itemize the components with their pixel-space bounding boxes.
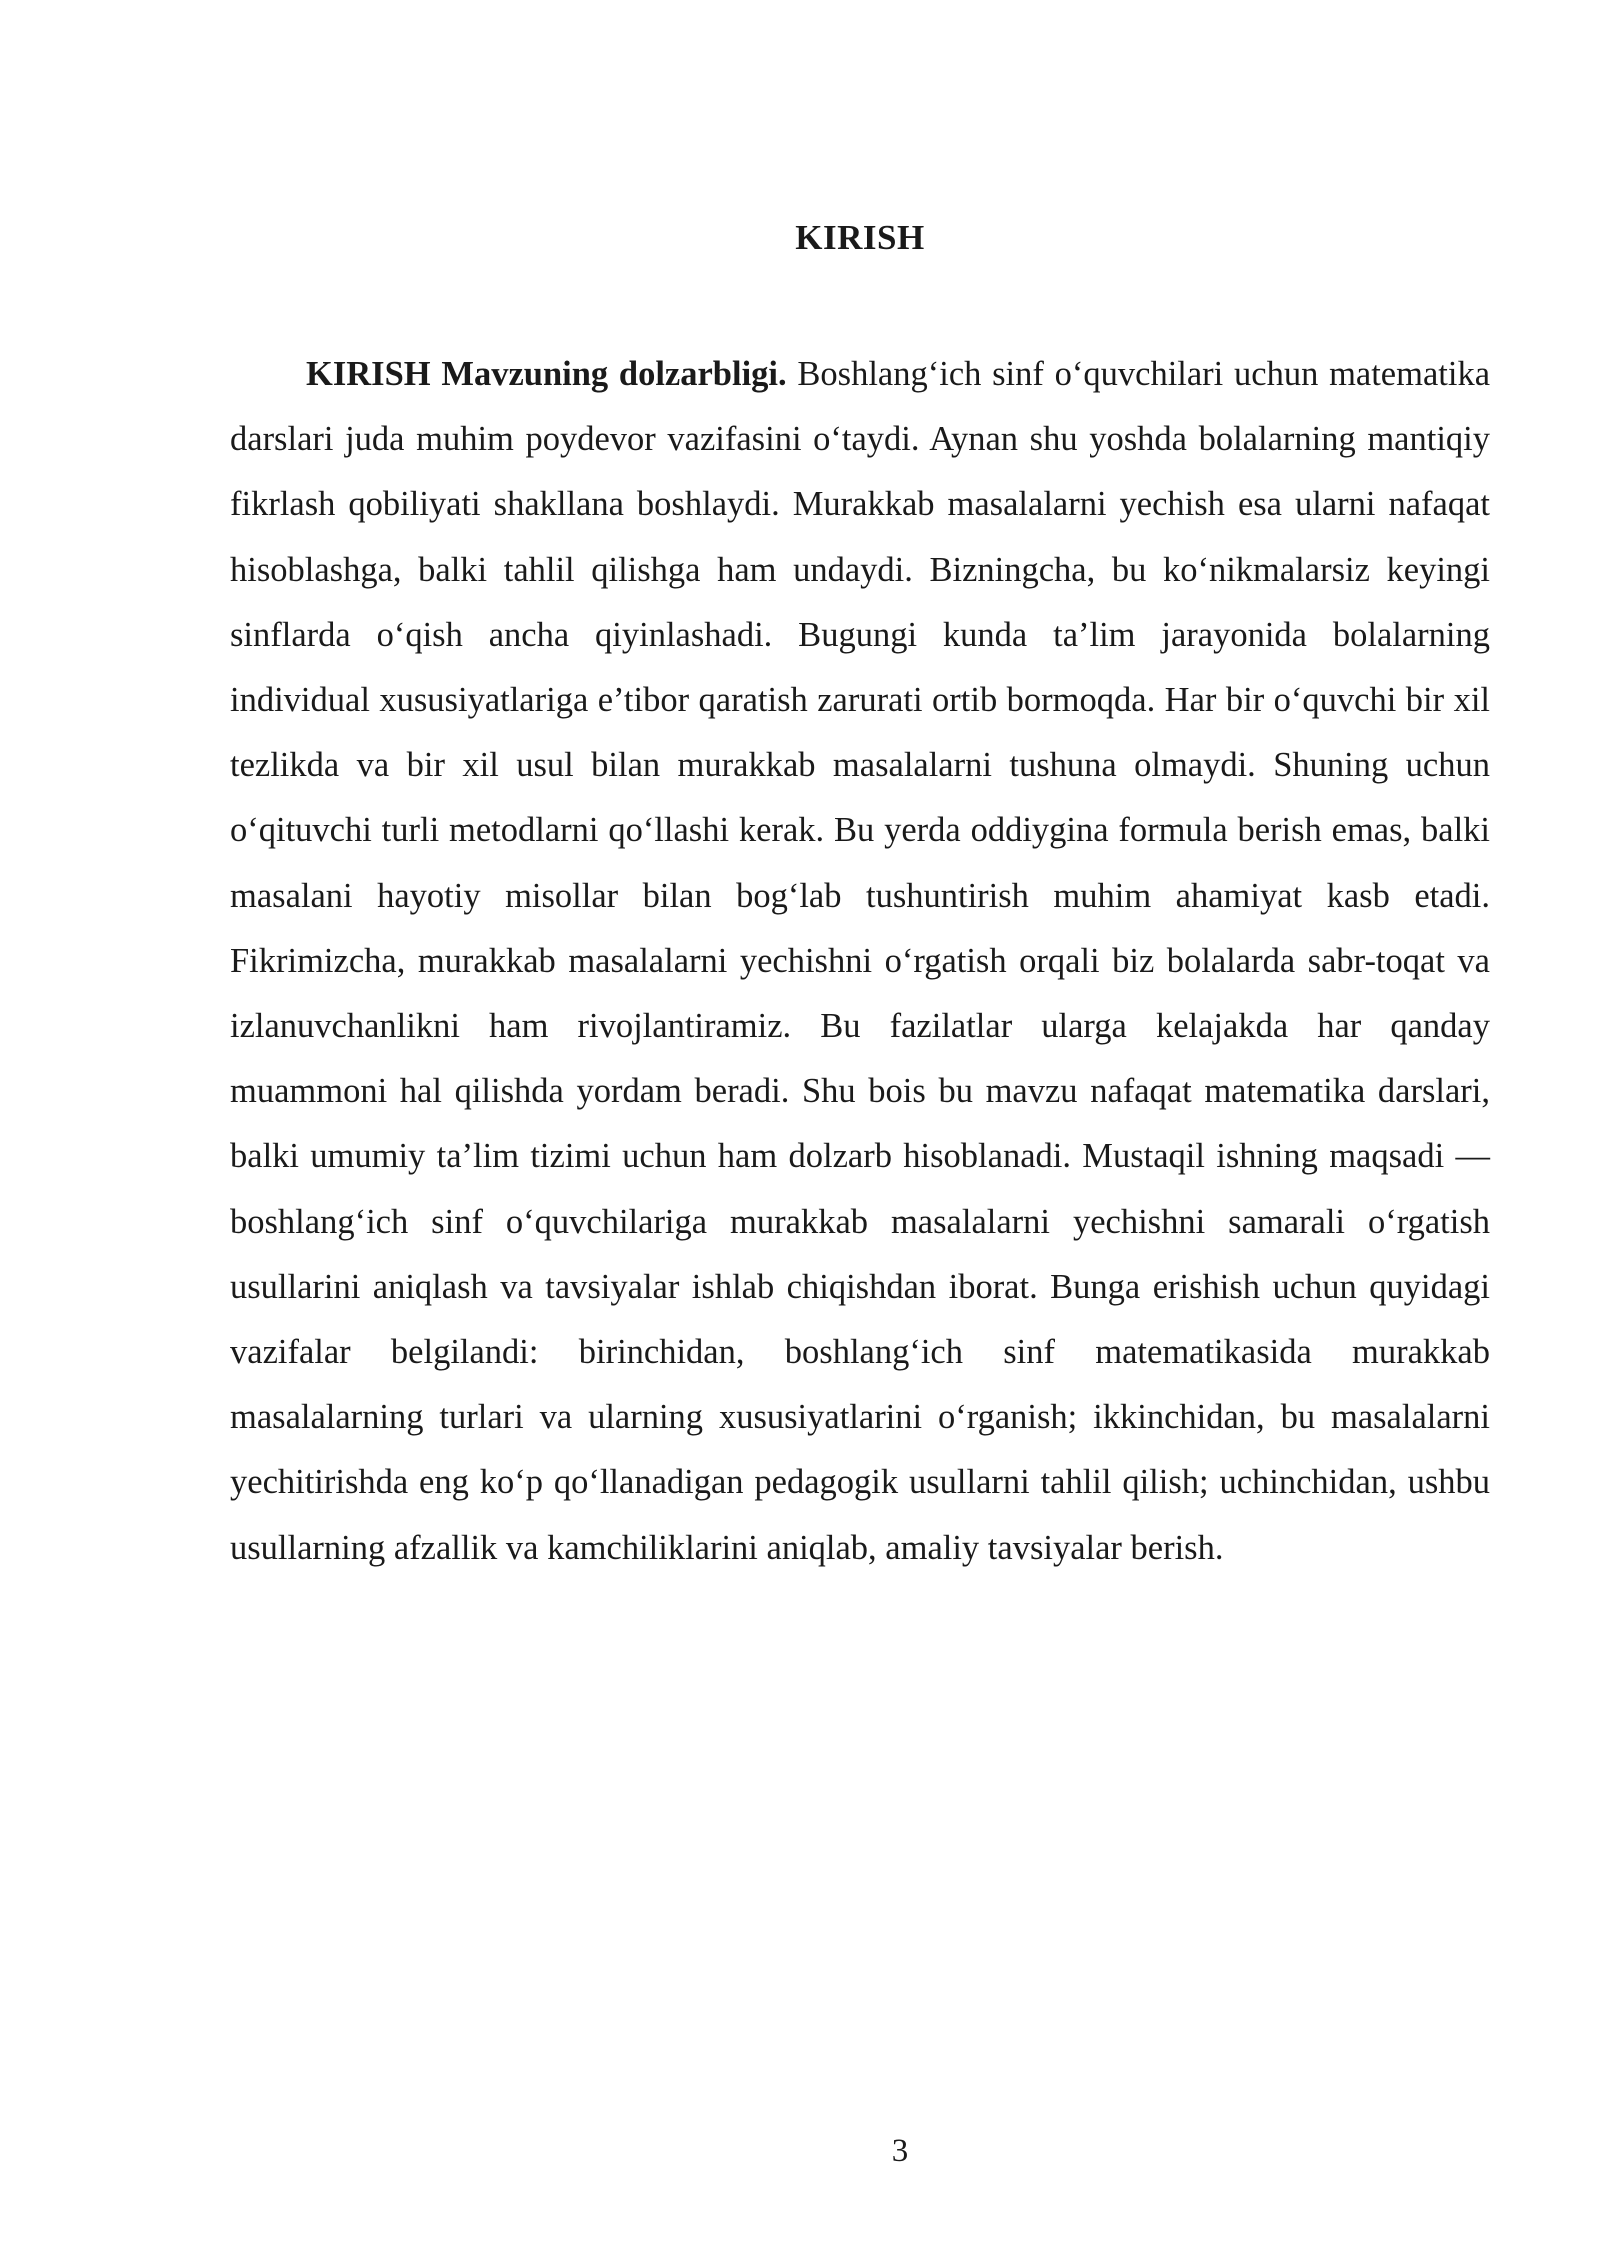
page-title: KIRISH: [795, 218, 925, 257]
paragraph-text: Boshlang‘ich sinf o‘quvchilari uchun matematika darslari juda muhim poydevor vazifasini o‘taydi. Aynan shu yoshda bolalarning mantiqiy fikrlash qobiliyati shakllana boshlaydi. Murakkab masalalarni yechish esa ularni nafaqat hisoblashga, balki tahlil qilishga ham undaydi. Bizningcha, bu ko‘nikmalarsiz keyingi sinflarda o‘qish ancha qiyinlashadi. Bugungi kunda ta’lim jarayonida bolalarning individual xususiyatlariga e’tibor qaratish zarurati ortib bormoqda. Har bir o‘quvchi bir xil tezlikda va bir xil usul bilan murakkab masalalarni tushuna olmaydi. Shuning uchun o‘qituvchi turli metodlarni qo‘llashi kerak. Bu yerda oddiygina formula berish emas, balki masalani hayotiy misollar bilan bog‘lab tushuntirish muhim ahamiyat kasb etadi. Fikrimizcha, murakkab masalalarni yechishni o‘rgatish orqali biz bolalarda sabr-toqat va izlanuvchanlikni ham rivojlantiramiz. Bu fazilatlar ularga kelajakda har qanday muammoni hal qilishda yordam beradi. Shu bois bu mavzu nafaqat matematika darslari, balki umumiy ta’lim tizimi uchun ham dolzarb hisoblanadi. Mustaqil ishning maqsadi — boshlang‘ich sinf o‘quvchilariga murakkab masalalarni yechishni samarali o‘rgatish usullarini aniqlash va tavsiyalar ishlab chiqishdan iborat. Bunga erishish uchun quyidagi vazifalar belgilandi: birinchidan, boshlang‘ich sinf matematikasida murakkab masalalarning turlari va ularning xususiyatlarini o‘rganish; ikkinchidan, bu masalalarni yechitirishda eng ko‘p qo‘llanadigan pedagogik usullarni tahlil qilish; uchinchidan, ushbu usullarning afzallik va kamchiliklarini aniqlab, amaliy tavsiyalar berish.: [230, 355, 1491, 1567]
body-paragraph: [230, 342, 1490, 1581]
page-number: 3: [891, 2133, 909, 2169]
paragraph-lead: KIRISH Mavzuning dolzarbligi.: [306, 355, 787, 393]
